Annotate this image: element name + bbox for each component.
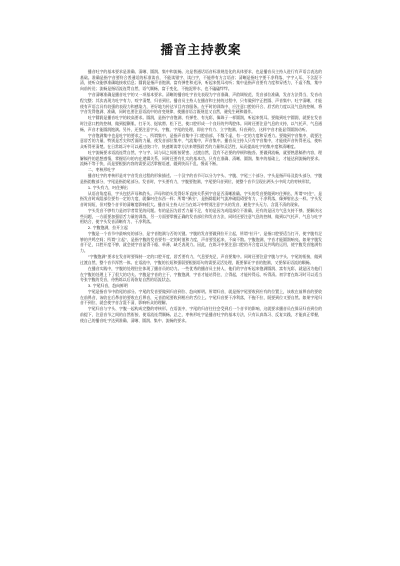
body-paragraph: 字头发音不够有力是初学者常见的问题。有的是因为唇舌力量不足，有的是因为成阻部位不准确，还有的是因为气息支持不够。要解决这些问题，一方面要加强唇舌力量的训练，另一方面要掌握正确的发音部位和发音方法，同时还要注意气息的控制，做到以气托声、气息与吐字相结合，使字头发音清晰有力、干净利落。 <box>80 207 322 225</box>
body-paragraph: 吐字流畅要求语流连贯自然，字与字、词与词之间衔接紧密、过渡自然，没有不必要的停顿和拖沓。要做到流畅，就要熟悉稿件内容，理解稿件的思想感情，掌握语句的内在逻辑关系，同时还要有扎实的基本功。只有在准确、清晰、圆润、集中的基础上，才能达到流畅的要求。流畅不等于快，而是要根据内容的需要灵活掌握语速，做到快而不乱、慢而不断。 <box>80 150 322 167</box>
document-title: 播音主持教案 <box>160 42 242 57</box>
body-paragraph: 字尾归音与字头、字腹一起构成完整的枣核形。在语流中，字尾的归音往往会受到后一个音节的影响，这就要求播音员在保证归音到位的前提下，注意音节之间的自然衔接，使语流连贯顺畅。总之，枣核形吐字是播音吐字的基本方法，只有认真练习、反复实践，才能真正掌握，使自己的播音吐字达到准确、清晰、圆润、集中、流畅的要求。 <box>80 306 322 323</box>
section-heading: 二、枣核形吐字 <box>87 167 116 173</box>
body-paragraph: 吐字圆润是播音吐字的较高要求。圆润，是指字音饱满、有弹性、有光彩，像珠子一样圆润，听起来悦耳。要做到吐字圆润，就要在发音时注意口腔的控制，做到提颧肌、打牙关、挺软腭、松下巴，使口腔形成一个良好的共鸣腔体。同时还要注意气息的支持，以气托声，气息通畅，声音才能圆润饱满。另外，还要注意字头、字腹、字尾的处理，即出字有力、立字饱满、归音到位，这样字音才能显得圆润动听。 <box>80 115 322 132</box>
body-paragraph: 字尾是指音节中韵尾的部分。字尾的发音要做到归音到位、趋向鲜明。所谓归音，就是指字尾要收到应有的位置上，该收在前鼻音的要收在前鼻音，该收在后鼻音的要收在后鼻音，元音韵尾要收到相应的舌位上。字尾归音要干净利落，不拖不拉，既要到位又要自然。如果字尾归音不到位，就会使字音含混不清，影响听众的理解。 <box>80 288 322 306</box>
body-paragraph: 播音吐字的枣核形是对字音发音过程的形象描述。一个汉字的音节可以分为字头、字腹、字尾三个部分，字头是指声母及韵头部分，字腹是指韵腹部分，字尾是指韵尾部分。发音时，字头要有力，字腹要饱满，字尾要归音到位，使整个音节呈现出两头小中间大的枣核形状。 <box>80 173 322 184</box>
section-heading: 1. 字头有力，叼住弹出 <box>87 184 128 190</box>
document-body <box>80 69 322 324</box>
body-paragraph: 从语音角度看，字头包括声母和韵头。声母和韵头发得好坏直接关系到字音是否清晰准确。字头的发音要做到叼住弹出，所谓“叼住”，是指发音时成阻部位要有一定的力度，就像叼住东西一样；所谓“弹出”，是指除阻时气流冲破阻碍要有力，干净利落，像弹射出去一样。字头发音时间短，但对整个音节的清晰度影响很大。播音员主持人应当在练习中特别注意字头的发音，避免字头无力、含混不清的现象。 <box>80 190 322 207</box>
section-heading: 3. 字尾归音，趋向鲜明 <box>87 283 128 289</box>
body-paragraph: 字腹是一个音节中最响亮的部分，是字音饱满与否的关键。字腹的发音要做到拉开立起，所谓“拉开”，是指口腔要适当打开，使字腹有足够的共鸣空间；所谓“立起”，是指字腹的发音要有一定的时值和力度，声音要竖起来，不扁不散。字腹饱满，字音才能圆润响亮。如果字腹发音不足，口腔开度不够，就会使字音显得干瘪、单薄，缺乏表现力。因此，在练习中要注意口腔的开合度以及共鸣的运用，使字腹发音饱满有力。 <box>80 231 322 254</box>
body-paragraph: 播音吐字的基本要求是准确、清晰、圆润、集中和流畅。这是普通话语音标准规范化的具体要求，也是播音员主持人进行有声语言表达的基础。准确是指字音要符合普通话的标准读音，不能读错字、读白字，不能带有方言语音；清晰是指吐字要干净利落、字字入耳、不含混不清，使听众能够准确地接收信息；圆润是指声音饱满、富有弹性和光泽，听起来悦耳动听；集中是指声音要有力度和穿透力，不虚不散，集中向前传送；流畅是指语流连贯自然，语气顺畅，富于变化，不拖泥带水，也不磕磕绊绊。 <box>80 69 322 92</box>
body-paragraph: 字音清晰准确是播音吐字的又一项基本要求。清晰的播音吐字首先表现为字音准确，声韵调规范，发音部位准确，发音方法得当，发音动程完整；其次表现为吐字有力，咬字清楚，归音到位。播音员主持人在播音和主持的过程中，只有做到字正腔圆、声音集中、吐字清晰，才能使有声语言具有较强的表现力和感染力，更好地为传达节目内容服务。在平时的训练中，应注意口腔的开合、唇舌的力度以及气息的控制，将字音发得饱满、准确，同时也要注意语流中的音变规律，使播音语言既规范又自然，避免生硬和做作。 <box>80 92 322 115</box>
body-paragraph: 在播音实践中，字腹的处理往往体现了播音员的功力。一些优秀的播音员主持人，他们的字音听起来饱满圆润、富有光彩，就是因为他们在字腹的处理上下了很大的功夫。字腹是字音的主干，字腹饱满，字音才能站得住、立得起，才能传得远、听得清。初学者在练习时可以适当夸张字腹的发音，待熟练以后再恢复自然的语流状态。 <box>80 265 322 283</box>
body-paragraph: “字腹饱满”要求在发音时要保持一定的口腔开度，唇舌要有力，气息要充足，声音要集中。同时还要注意字腹与字头、字尾的衔接，做到过渡自然，整个音节浑然一体。在语流中，字腹的长短和强弱要根据语句的需要灵活处理，既要保证字音的饱满，又要保证语流的顺畅。 <box>80 254 322 265</box>
section-heading: 2. 字腹饱满，拉开立起 <box>87 225 128 231</box>
body-paragraph: 字音饱满集中也是吐字的要求之一。所谓集中，是指声音集中于口腔前部，不散不虚，有一定的力度和穿透力。要做到字音集中，就要注意唇舌的力量，特别是舌尖和舌面的力量，使发音部位集中，气流集中，声音集中。播音员主持人只有字音集中，才能使声音传得更远，使听众听得更清楚。在日常练习中可以通过绕口令、快速朗读等方法来增强唇舌的力量和灵活性，从而提高吐字的集中度和清晰度。 <box>80 132 322 150</box>
